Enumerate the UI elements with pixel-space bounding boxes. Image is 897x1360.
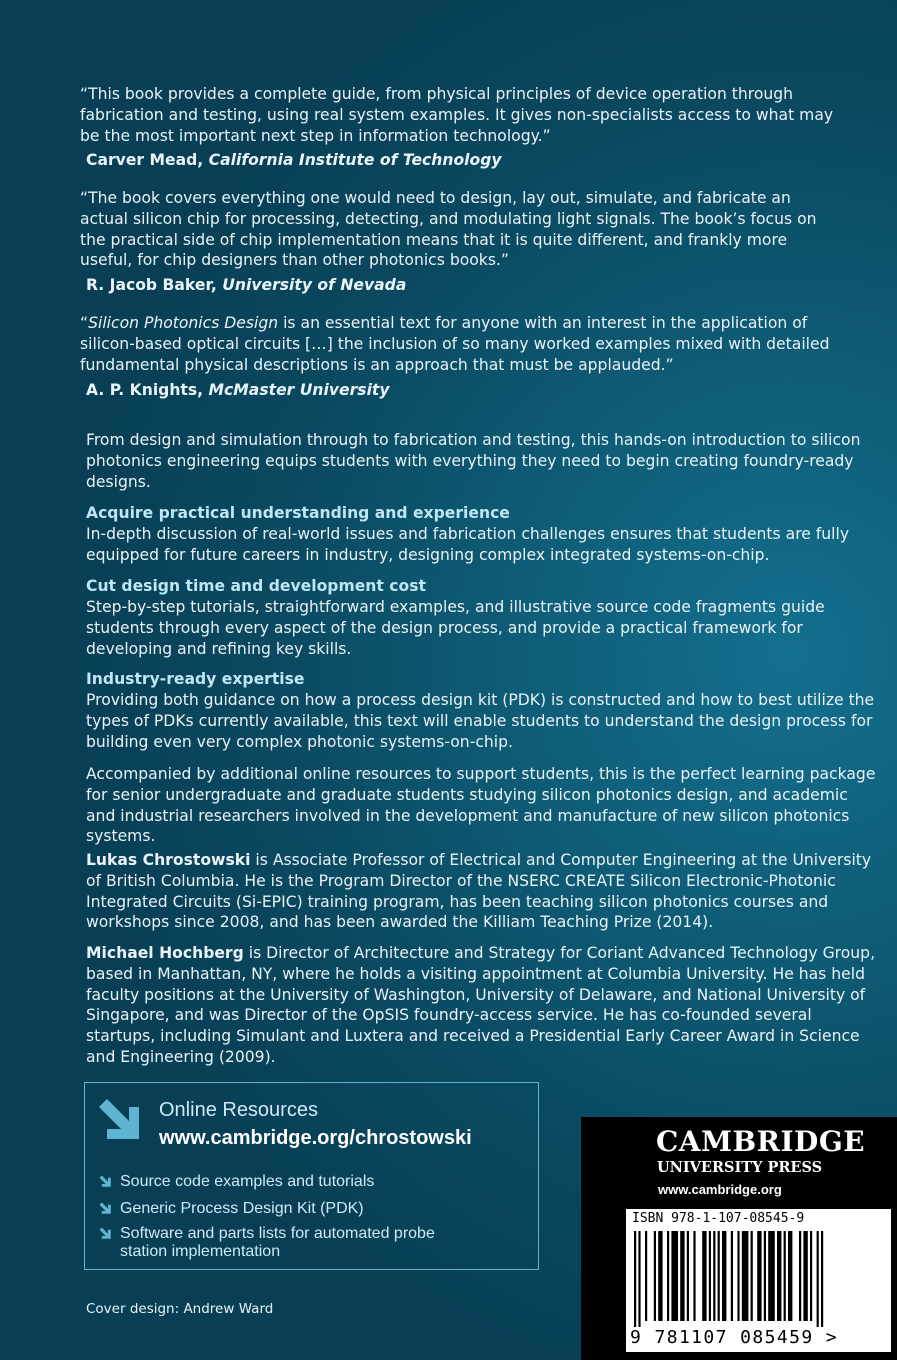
barcode-bar	[764, 1231, 766, 1321]
quote-2-affiliation: University of Nevada	[222, 276, 407, 294]
resource-item-label: Source code examples and tutorials	[120, 1173, 375, 1190]
barcode-bar	[671, 1231, 678, 1321]
author-1-name: Lukas Chrostowski	[86, 851, 251, 869]
quote-3-text	[80, 313, 840, 375]
resource-item	[99, 1200, 499, 1218]
barcode-number: 9 781107 085459 >	[630, 1327, 839, 1348]
author-2-name: Michael Hochberg	[86, 944, 244, 962]
barcode-bar	[658, 1231, 662, 1321]
cover-design-credit: Cover design: Andrew Ward	[86, 1301, 274, 1317]
resource-item-label: Software and parts lists for automated probe station implementation	[120, 1225, 435, 1260]
barcode-bar	[702, 1231, 706, 1321]
author-2-text: is Director of Architecture and Strategy for Coriant Advanced Technology Group, based in Manhattan, NY, where he holds a visiting appointment at Columbia University. He has held faculty positions at the University of Washington, University of Delaware, and National University of Singapore, and was Director of the OpSIS foundry-access service. He has co-founded several startups, including Simulant and Luxtera and received a Presidential Early Career Award in Science and Engineering (2009).	[86, 944, 876, 1066]
isbn-label: ISBN 978-1-107-08545-9	[632, 1211, 805, 1226]
barcode-bar	[687, 1231, 689, 1321]
feature-2-heading: Cut design time and development cost	[86, 577, 426, 595]
barcode-bar	[680, 1231, 684, 1321]
quote-3-affiliation: McMaster University	[208, 381, 390, 399]
barcode-bar	[784, 1231, 786, 1321]
publisher-subtitle: UNIVERSITY PRESS	[657, 1159, 823, 1176]
publisher-url: www.cambridge.org	[658, 1182, 782, 1197]
quote-3-attribution: A. P. Knights, McMaster University	[86, 381, 390, 399]
publisher-block	[581, 1117, 897, 1360]
resource-item	[99, 1225, 469, 1261]
arrow-down-right-icon	[97, 1097, 147, 1147]
barcode-bar	[709, 1231, 711, 1321]
online-resources-url[interactable]: www.cambridge.org/chrostowski	[159, 1127, 472, 1149]
barcode-bar	[718, 1231, 720, 1321]
quote-3-open-mark: “	[80, 314, 89, 332]
barcode-bar	[751, 1231, 753, 1321]
barcode-bar	[693, 1231, 695, 1321]
barcode-bar	[742, 1231, 749, 1321]
barcode-bar	[667, 1231, 669, 1321]
quote-1-author: Carver Mead	[86, 151, 198, 169]
author-bio-1	[86, 850, 876, 933]
barcode-bar	[737, 1231, 739, 1321]
quote-2-text: “The book covers everything one would need to design, lay out, simulate, and fabricate an actual silicon chip for processing, detecting, and modulating light signals. The book’s focus on the practical side of chip implementation means that it is quite different, and frankly more useful, for chip designers than other photonics books.”	[80, 189, 817, 270]
feature-1-text: In-depth discussion of real-world issues and fabrication challenges ensures that students are fully equipped for future careers in industry, designing complex integrated systems-on-chip.	[86, 525, 850, 564]
quote-2-author: R. Jacob Baker	[86, 276, 211, 294]
barcode-bar	[713, 1231, 715, 1321]
quote-3-body: is an essential text for anyone with an interest in the application of silicon-based optical circuits […] the inclusion of so many worked examples mixed with detailed fundamental physical descriptions is an approach that must be applauded.”	[80, 314, 830, 374]
small-arrow-icon	[99, 1175, 113, 1189]
barcode-bar	[803, 1231, 807, 1321]
barcode-bar	[817, 1231, 819, 1327]
online-resources-box	[84, 1082, 539, 1270]
barcode-bar	[768, 1231, 775, 1321]
feature-3-heading: Industry-ready expertise	[86, 670, 305, 688]
barcode-box	[626, 1209, 891, 1352]
small-arrow-icon	[99, 1202, 113, 1216]
quote-1-affiliation: California Institute of Technology	[208, 151, 502, 169]
barcode	[630, 1231, 887, 1327]
barcode-bar	[722, 1231, 726, 1321]
barcode-bar	[654, 1231, 656, 1321]
author-1-text: is Associate Professor of Electrical and Computer Engineering at the University of British Columbia. He is the Program Director of the NSERC CREATE Silicon Electronic-Photonic Integrated Circuits (Si-EPIC) training program, has been teaching silicon photonics courses and workshops since 2008, and has been awarded the Killiam Teaching Prize (2014).	[86, 851, 872, 932]
barcode-bar	[645, 1231, 647, 1321]
resource-item	[99, 1173, 499, 1191]
quote-3-book-title: Silicon Photonics Design	[88, 314, 279, 332]
barcode-bar	[634, 1231, 636, 1327]
publisher-name: CAMBRIDGE	[656, 1125, 866, 1158]
quote-1-text: “This book provides a complete guide, from physical principles of device operation through fabrication and testing, using real system examples. It gives non-specialists access to what may be the most important next step in information technology.”	[80, 85, 834, 145]
closing-paragraph: Accompanied by additional online resources to support students, this is the perfect learning package for senior undergraduate and graduate students studying silicon photonics design, and academic and industrial researchers involved in the development and manufacture of new silicon photonics systems.	[86, 765, 876, 846]
quote-2-attribution: R. Jacob Baker, University of Nevada	[86, 276, 407, 294]
intro-paragraph: From design and simulation through to fabrication and testing, this hands-on introduction to silicon photonics engineering equips students with everything they need to begin creating foundry-ready designs.	[86, 431, 861, 491]
barcode-bar	[731, 1231, 733, 1321]
author-bio-2	[86, 943, 876, 1068]
barcode-bar	[810, 1231, 812, 1321]
barcode-bar	[757, 1231, 761, 1321]
barcode-bar	[788, 1231, 792, 1321]
feature-2-text: Step-by-step tutorials, straightforward examples, and illustrative source code fragments guide students through every aspect of the design process, and provide a practical framework for developing and refining key skills.	[86, 598, 825, 658]
online-resources-title: Online Resources	[159, 1099, 318, 1121]
feature-3-text: Providing both guidance on how a process design kit (PDK) is constructed and how to best utilize the types of PDKs currently available, this text will enable students to understand the design process for building even very complex photonic systems-on-chip.	[86, 691, 875, 751]
barcode-bar	[821, 1231, 823, 1327]
small-arrow-icon	[99, 1227, 113, 1241]
quote-1-attribution: Carver Mead, California Institute of Technology	[86, 151, 502, 169]
resource-item-label: Generic Process Design Kit (PDK)	[120, 1200, 364, 1217]
quote-3-author: A. P. Knights	[86, 381, 198, 399]
feature-1-heading: Acquire practical understanding and experience	[86, 504, 510, 522]
barcode-bar	[799, 1231, 801, 1321]
barcode-bar	[638, 1231, 640, 1327]
barcode-bar	[777, 1231, 781, 1321]
